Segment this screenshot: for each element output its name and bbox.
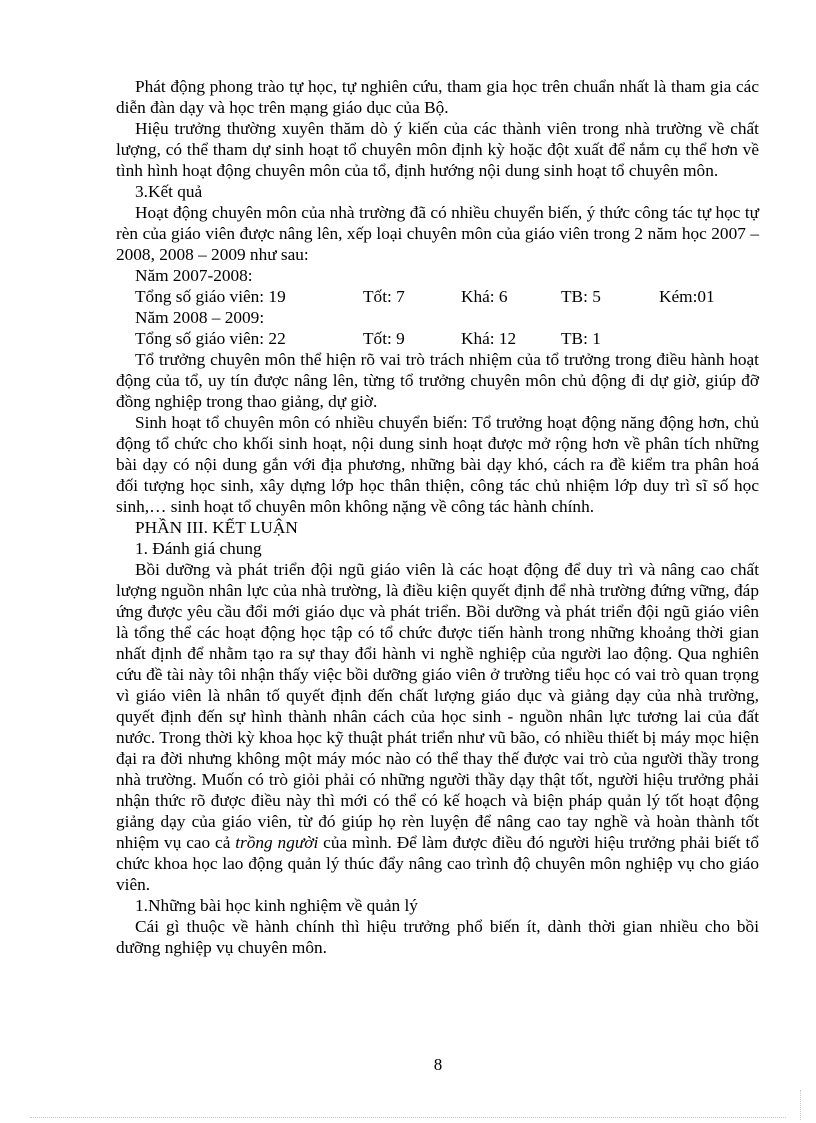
paragraph-text: Bồi dưỡng và phát triển đội ngũ giáo viên là các hoạt động để duy trì và nâng cao chất lượng nguồn nhân lực của nhà trường, là điều kiện quyết định để nhà trường đứng vững, đáp ứng được yêu cầu đổi mới giáo dục và phát triển. Bồi dưỡng và phát triển đội ngũ giáo viên là tổng thể các hoạt động học tập có tổ chức được tiến hành trong những khoảng thời gian nhất định để nhằm tạo ra sự thay đổi hành vi nghề nghiệp của người lao động. Qua nghiên cứu đề tài này tôi nhận thấy việc bồi dưỡng giáo viên ở trường tiểu học có vai trò quan trọng vì giáo viên là nhân tố quyết định đến chất lượng giáo dục và giảng dạy của nhà trường, quyết định đến sự hình thành nhân cách của học sinh - nguồn nhân lực tương lai của đất nước. Trong thời kỳ khoa học kỹ thuật phát triển như vũ bão, có nhiều thiết bị máy mọc hiện đại ra đời nhưng không một máy móc nào có thể thay thế được vai trò của người thầy trong nhà trường. Muốn có trò giỏi phải có những người thầy dạy thật tốt, người hiệu trưởng phải nhận thức rõ được điều này thì mới có thể có kế hoạch và biện pháp quản lý tốt hoạt động giảng dạy của giáo viên, từ đó giúp họ rèn luyện để nâng cao tay nghề và hoàn thành tốt nhiệm vụ cao cả <box>116 560 759 852</box>
stat-good: Tốt: 7 <box>363 287 405 306</box>
year-label: Năm 2008 – 2009: <box>135 308 265 327</box>
stat-fair: Khá: 12 <box>461 329 517 348</box>
stat-weak: Kém:01 <box>659 287 715 306</box>
section-heading: 1. Đánh giá chung <box>135 539 262 558</box>
paragraph-text: của mình. Để làm được điều đó người hiệu trưởng phải biết tổ chức khoa học lao động quản lý thúc đẩy nâng cao trình độ chuyên môn nghiệp vụ cho giáo viên. <box>116 833 759 894</box>
stat-average: TB: 5 <box>561 287 601 306</box>
page-number: 8 <box>433 1055 443 1074</box>
stats-row-2008 <box>116 328 759 349</box>
paragraph: Tổ trưởng chuyên môn thể hiện rõ vai trò trách nhiệm của tổ trưởng trong điều hành hoạt động của tổ, uy tín được nâng lên, từng tổ trưởng chuyên môn chủ động đi dự giờ, giúp đỡ đồng nghiệp trong thao giảng, dự giờ. <box>116 350 759 411</box>
document-page <box>116 76 759 958</box>
stat-fair: Khá: 6 <box>461 287 508 306</box>
part-heading: PHẦN III. KẾT LUẬN <box>135 518 298 537</box>
paragraph <box>116 559 759 895</box>
section-heading: 3.Kết quả <box>135 182 203 201</box>
margin-divider <box>800 1090 801 1120</box>
stat-total: Tổng số giáo viên: 19 <box>135 287 286 306</box>
stat-average: TB: 1 <box>561 329 601 348</box>
emphasis-text: trồng người <box>235 833 319 852</box>
year-label: Năm 2007-2008: <box>135 266 253 285</box>
stat-good: Tốt: 9 <box>363 329 405 348</box>
paragraph: Phát động phong trào tự học, tự nghiên cứu, tham gia học trên chuẩn nhất là tham gia các diễn đàn dạy và học trên mạng giáo dục của Bộ. <box>116 77 759 117</box>
footer-divider <box>30 1117 786 1118</box>
stats-row-2007 <box>116 286 759 307</box>
paragraph: Hiệu trưởng thường xuyên thăm dò ý kiến của các thành viên trong nhà trường về chất lượng, có thể tham dự sinh hoạt tổ chuyên môn định kỳ hoặc đột xuất để nắm cụ thể hơn về tình hình hoạt động chuyên môn của tổ, định hướng nội dung sinh hoạt tổ chuyên môn. <box>116 119 759 180</box>
stat-total: Tổng số giáo viên: 22 <box>135 329 286 348</box>
paragraph: Hoạt động chuyên môn của nhà trường đã có nhiều chuyển biến, ý thức công tác tự học tự rèn của giáo viên được nâng lên, xếp loại chuyên môn của giáo viên trong 2 năm học 2007 – 2008, 2008 – 2009 như sau: <box>116 203 759 264</box>
section-heading: 1.Những bài học kinh nghiệm về quản lý <box>135 896 418 915</box>
paragraph: Sinh hoạt tổ chuyên môn có nhiều chuyển biến: Tổ trưởng hoạt động năng động hơn, chủ động tổ chức cho khối sinh hoạt, nội dung sinh hoạt được mở rộng hơn về phân tích những bài dạy có nội dung gắn với địa phương, những bài dạy khó, cách ra đề kiểm tra phân hoá đối tượng học sinh, xây dựng lớp học thân thiện, công tác chủ nhiệm lớp duy trì sĩ số học sinh,… sinh hoạt tổ chuyên môn không nặng về công tác hành chính. <box>116 413 759 516</box>
paragraph: Cái gì thuộc về hành chính thì hiệu trưởng phổ biến ít, dành thời gian nhiều cho bồi dưỡng nghiệp vụ chuyên môn. <box>116 917 759 957</box>
